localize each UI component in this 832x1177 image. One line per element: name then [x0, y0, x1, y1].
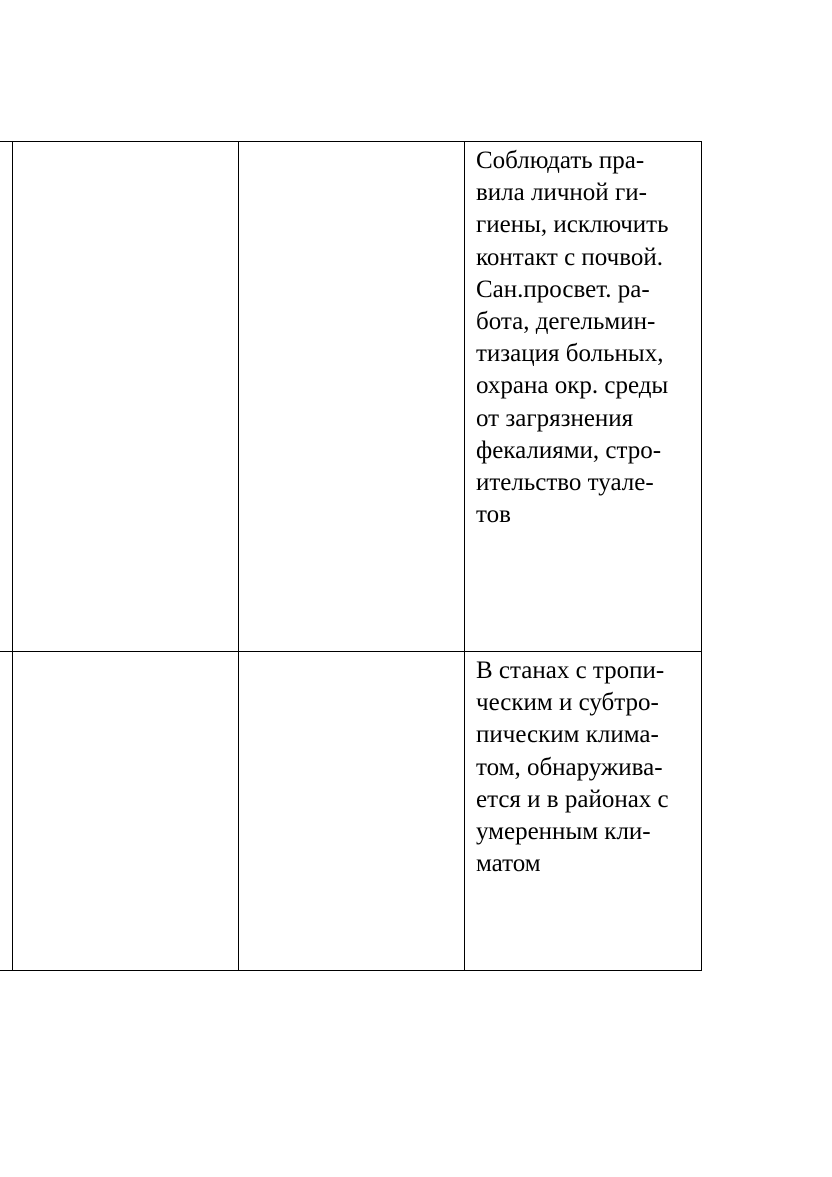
table-cell-empty: [239, 142, 465, 652]
text-line: гиены, исключить: [476, 211, 669, 239]
text-line: ительство туале-: [476, 469, 654, 497]
text-line: В станах с тропи-: [476, 657, 665, 684]
table-cell-empty: [0, 652, 13, 971]
table-cell-distribution: [465, 652, 702, 971]
text-line: умеренным кли-: [476, 818, 651, 846]
text-line: охрана окр. среды: [476, 372, 669, 400]
data-table: [0, 141, 702, 971]
text-line: контакт с почвой.: [476, 243, 663, 271]
table-row: [0, 652, 702, 971]
table-cell-empty: [13, 652, 239, 971]
text-line: ческим и субтро-: [476, 689, 659, 717]
table-cell-empty: [0, 142, 13, 652]
text-line: ется и в районах с: [476, 785, 669, 813]
text-line: пическим клима-: [476, 721, 659, 749]
table-row: [0, 142, 702, 652]
text-line: тов: [476, 501, 511, 529]
text-line: вила личной ги-: [476, 179, 647, 207]
text-line: бота, дегельмин-: [476, 308, 656, 336]
text-line: от загрязнения: [476, 404, 634, 432]
text-line: фекалиями, стро-: [476, 436, 662, 464]
text-line: матом: [476, 850, 541, 878]
table-cell-empty: [13, 142, 239, 652]
cell-text: [465, 652, 701, 880]
text-line: Соблюдать пра-: [476, 147, 645, 174]
cell-text: [465, 142, 701, 531]
text-line: Сан.просвет. ра-: [476, 275, 650, 303]
table-cell-empty: [239, 652, 465, 971]
text-line: том, обнаружива-: [476, 753, 663, 781]
table-cell-prevention: [465, 142, 702, 652]
text-line: тизация больных,: [476, 340, 664, 368]
